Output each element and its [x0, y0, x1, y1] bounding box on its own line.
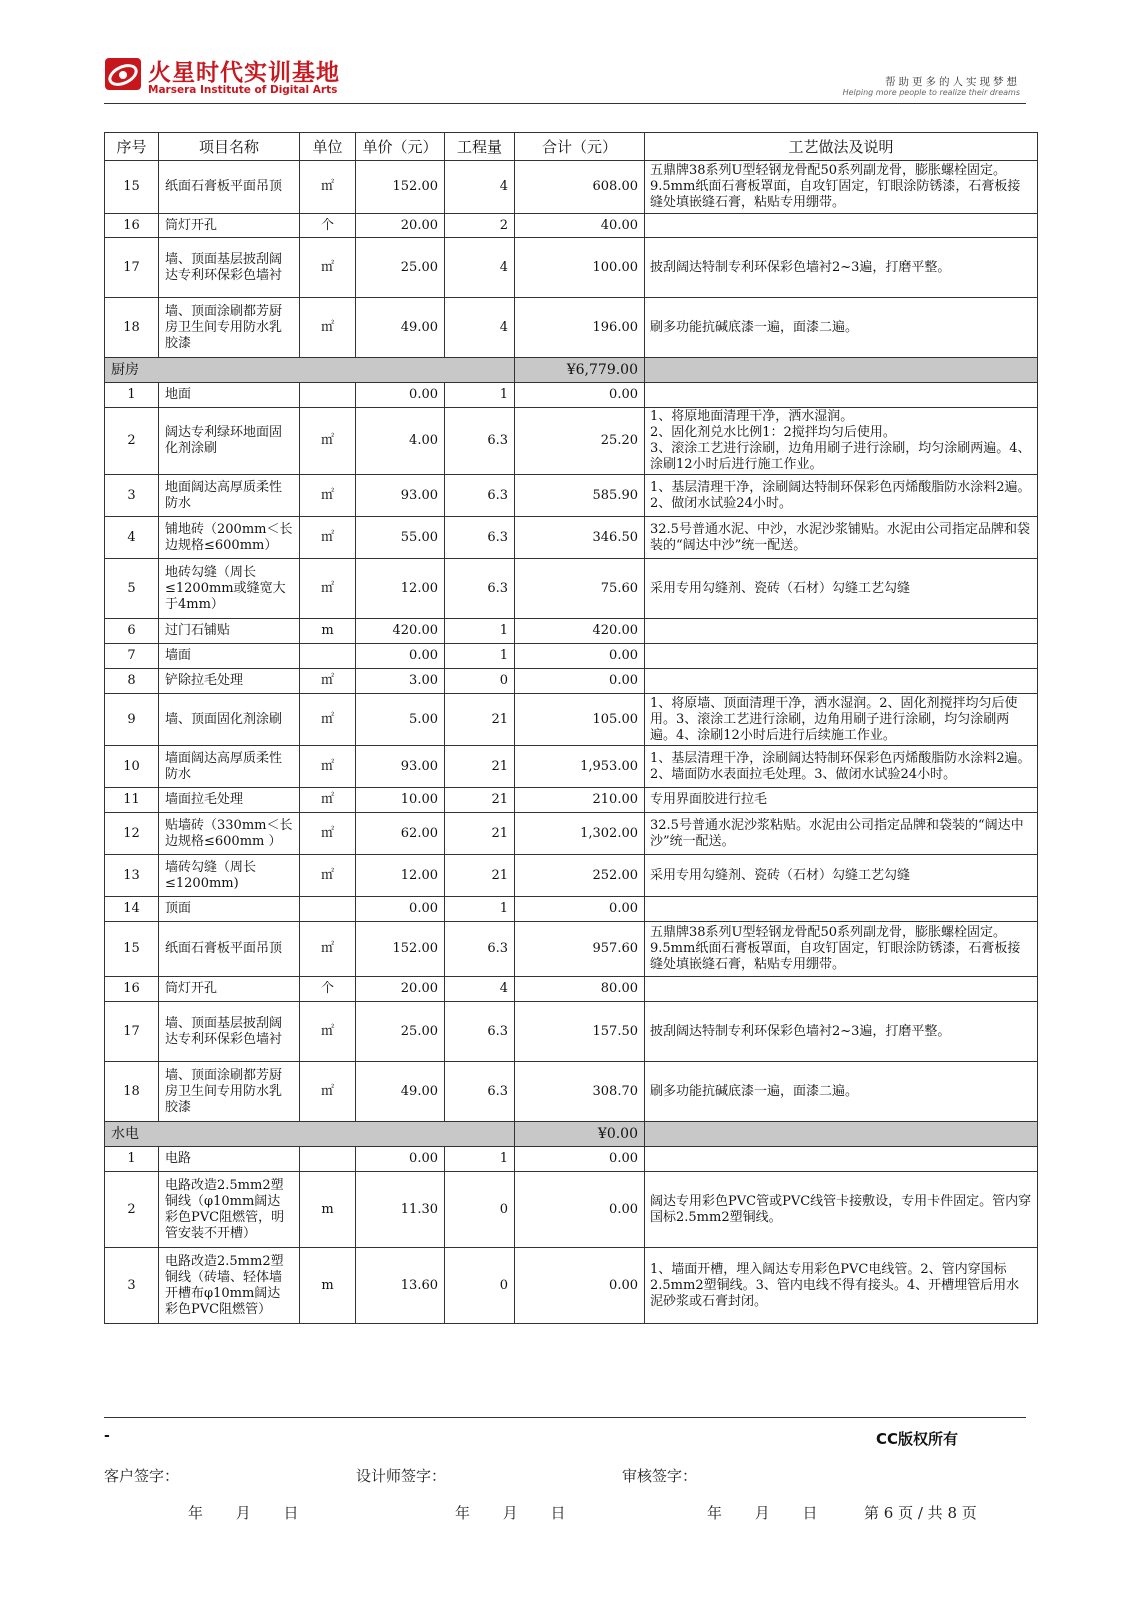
quantity: 4 — [445, 977, 515, 1002]
quantity: 4 — [445, 238, 515, 298]
row-number: 5 — [105, 559, 159, 619]
table-row — [105, 1147, 1038, 1172]
unit-price: 3.00 — [356, 669, 445, 694]
item-unit: ㎡ — [300, 559, 356, 619]
section-total: ¥6,779.00 — [515, 358, 645, 383]
customer-date: 年 月 日 — [188, 1504, 299, 1522]
item-name: 纸面石膏板平面吊顶 — [159, 922, 300, 977]
row-number: 2 — [105, 408, 159, 475]
table-row — [105, 746, 1038, 788]
line-total: 1,302.00 — [515, 813, 645, 855]
table-row — [105, 694, 1038, 746]
unit-price: 20.00 — [356, 977, 445, 1002]
quantity: 21 — [445, 813, 515, 855]
row-number: 17 — [105, 1002, 159, 1062]
line-total: 957.60 — [515, 922, 645, 977]
process-description: 1、墙面开槽，埋入阔达专用彩色PVC电线管。2、管内穿国标2.5mm2塑铜线。3、管内电线不得有接头。4、开槽埋管后用水泥砂浆或石膏封闭。 — [645, 1248, 1038, 1324]
line-total: 0.00 — [515, 897, 645, 922]
table-row — [105, 1248, 1038, 1324]
process-description — [645, 897, 1038, 922]
table-row — [105, 408, 1038, 475]
item-name: 筒灯开孔 — [159, 214, 300, 238]
row-number: 17 — [105, 238, 159, 298]
column-header-unit: 单位 — [300, 133, 356, 161]
item-unit: ㎡ — [300, 694, 356, 746]
item-name: 墙、顶面涂刷都芳厨房卫生间专用防水乳胶漆 — [159, 298, 300, 358]
row-number: 16 — [105, 977, 159, 1002]
item-name: 铲除拉毛处理 — [159, 669, 300, 694]
column-header-description: 工艺做法及说明 — [645, 133, 1038, 161]
item-unit: 个 — [300, 214, 356, 238]
process-description — [645, 1147, 1038, 1172]
column-header-price: 单价（元） — [356, 133, 445, 161]
process-description — [645, 669, 1038, 694]
table-row — [105, 475, 1038, 517]
line-total: 105.00 — [515, 694, 645, 746]
table-row — [105, 669, 1038, 694]
table-row — [105, 813, 1038, 855]
footer-divider — [104, 1417, 1026, 1418]
item-name: 墙面 — [159, 644, 300, 669]
unit-price: 12.00 — [356, 559, 445, 619]
designer-signature-label: 设计师签字： — [356, 1467, 447, 1485]
item-name: 阔达专利绿环地面固化剂涂刷 — [159, 408, 300, 475]
item-name: 电路改造2.5mm2塑铜线（砖墙、轻体墙开槽布φ10mm阔达彩色PVC阻燃管） — [159, 1248, 300, 1324]
item-unit: ㎡ — [300, 746, 356, 788]
row-number: 2 — [105, 1172, 159, 1248]
quantity: 6.3 — [445, 559, 515, 619]
item-name: 地面阔达高厚质柔性防水 — [159, 475, 300, 517]
item-unit: 个 — [300, 977, 356, 1002]
item-unit: ㎡ — [300, 408, 356, 475]
line-total: 0.00 — [515, 1248, 645, 1324]
line-total: 0.00 — [515, 383, 645, 408]
marsera-logo-icon — [104, 56, 144, 92]
quote-table-body — [105, 161, 1038, 1324]
unit-price: 0.00 — [356, 897, 445, 922]
process-description: 披刮阔达特制专利环保彩色墙衬2~3遍，打磨平整。 — [645, 238, 1038, 298]
table-header-row — [105, 133, 1038, 161]
unit-price: 55.00 — [356, 517, 445, 559]
unit-price: 0.00 — [356, 644, 445, 669]
line-total: 585.90 — [515, 475, 645, 517]
line-total: 196.00 — [515, 298, 645, 358]
line-total: 0.00 — [515, 1147, 645, 1172]
process-description: 32.5号普通水泥、中沙，水泥沙浆铺贴。水泥由公司指定品牌和袋装的“阔达中沙”统一配送。 — [645, 517, 1038, 559]
section-row — [105, 358, 1038, 383]
item-name: 墙、顶面涂刷都芳厨房卫生间专用防水乳胶漆 — [159, 1062, 300, 1122]
row-number: 1 — [105, 383, 159, 408]
unit-price: 4.00 — [356, 408, 445, 475]
item-unit — [300, 644, 356, 669]
unit-price: 152.00 — [356, 161, 445, 214]
row-number: 16 — [105, 214, 159, 238]
line-total: 346.50 — [515, 517, 645, 559]
item-name: 过门石铺贴 — [159, 619, 300, 644]
table-row — [105, 1172, 1038, 1248]
reviewer-date: 年 月 日 — [707, 1504, 818, 1522]
table-row — [105, 644, 1038, 669]
quantity: 1 — [445, 1147, 515, 1172]
line-total: 0.00 — [515, 669, 645, 694]
process-description: 五鼎牌38系列U型轻钢龙骨配50系列副龙骨，膨胀螺栓固定。9.5mm纸面石膏板罩面，自攻钉固定，钉眼涂防锈漆，石膏板接缝处填嵌缝石膏，粘贴专用绷带。 — [645, 922, 1038, 977]
row-number: 8 — [105, 669, 159, 694]
row-number: 4 — [105, 517, 159, 559]
process-description: 1、将原地面清理干净，洒水湿润。 2、固化剂兑水比例1：2搅拌均匀后使用。 3、滚涂工艺进行涂刷，边角用刷子进行涂刷，均匀涂刷两遍。4、涂刷12小时后进行施工作业。 — [645, 408, 1038, 475]
line-total: 1,953.00 — [515, 746, 645, 788]
item-name: 顶面 — [159, 897, 300, 922]
line-total: 40.00 — [515, 214, 645, 238]
item-name: 墙、顶面基层披刮阔达专利环保彩色墙衬 — [159, 1002, 300, 1062]
unit-price: 10.00 — [356, 788, 445, 813]
row-number: 18 — [105, 298, 159, 358]
table-row — [105, 619, 1038, 644]
process-description: 刷多功能抗碱底漆一遍，面漆二遍。 — [645, 298, 1038, 358]
item-unit: ㎡ — [300, 855, 356, 897]
unit-price: 49.00 — [356, 298, 445, 358]
quantity: 0 — [445, 1248, 515, 1324]
slogan-english: Helping more people to realize their dreams — [842, 88, 1020, 97]
table-row — [105, 383, 1038, 408]
row-number: 15 — [105, 922, 159, 977]
unit-price: 93.00 — [356, 475, 445, 517]
table-row — [105, 788, 1038, 813]
copyright-text: CC版权所有 — [876, 1430, 959, 1448]
unit-price: 20.00 — [356, 214, 445, 238]
item-unit: ㎡ — [300, 1002, 356, 1062]
item-name: 贴墙砖（330mm＜长边规格≤600mm ） — [159, 813, 300, 855]
item-unit: ㎡ — [300, 788, 356, 813]
item-unit: ㎡ — [300, 922, 356, 977]
line-total: 80.00 — [515, 977, 645, 1002]
quantity: 0 — [445, 1172, 515, 1248]
section-desc-cell — [645, 1122, 1038, 1147]
table-row — [105, 977, 1038, 1002]
line-total: 608.00 — [515, 161, 645, 214]
item-name: 墙砖勾缝（周长≤1200mm) — [159, 855, 300, 897]
item-name: 铺地砖（200mm＜长边规格≤600mm） — [159, 517, 300, 559]
row-number: 6 — [105, 619, 159, 644]
row-number: 18 — [105, 1062, 159, 1122]
column-header-qty: 工程量 — [445, 133, 515, 161]
line-total: 420.00 — [515, 619, 645, 644]
row-number: 12 — [105, 813, 159, 855]
item-unit: ㎡ — [300, 517, 356, 559]
row-number: 1 — [105, 1147, 159, 1172]
item-unit: ㎡ — [300, 475, 356, 517]
row-number: 13 — [105, 855, 159, 897]
process-description: 五鼎牌38系列U型轻钢龙骨配50系列副龙骨，膨胀螺栓固定。9.5mm纸面石膏板罩面，自攻钉固定，钉眼涂防锈漆，石膏板接缝处填嵌缝石膏，粘贴专用绷带。 — [645, 161, 1038, 214]
table-row — [105, 517, 1038, 559]
quantity: 1 — [445, 619, 515, 644]
quantity: 6.3 — [445, 475, 515, 517]
unit-price: 25.00 — [356, 1002, 445, 1062]
quantity: 21 — [445, 855, 515, 897]
column-header-total: 合计（元） — [515, 133, 645, 161]
unit-price: 0.00 — [356, 383, 445, 408]
row-number: 15 — [105, 161, 159, 214]
process-description: 采用专用勾缝剂、瓷砖（石材）勾缝工艺勾缝 — [645, 559, 1038, 619]
item-name: 筒灯开孔 — [159, 977, 300, 1002]
unit-price: 420.00 — [356, 619, 445, 644]
table-row — [105, 922, 1038, 977]
quantity: 0 — [445, 669, 515, 694]
section-name: 厨房 — [105, 358, 515, 383]
process-description — [645, 214, 1038, 238]
table-row — [105, 559, 1038, 619]
item-unit: ㎡ — [300, 161, 356, 214]
item-name: 墙、顶面基层披刮阔达专利环保彩色墙衬 — [159, 238, 300, 298]
line-total: 0.00 — [515, 644, 645, 669]
column-header-name: 项目名称 — [159, 133, 300, 161]
row-number: 3 — [105, 475, 159, 517]
item-unit: ㎡ — [300, 813, 356, 855]
item-unit: ㎡ — [300, 1062, 356, 1122]
line-total: 210.00 — [515, 788, 645, 813]
unit-price: 49.00 — [356, 1062, 445, 1122]
quantity: 21 — [445, 746, 515, 788]
table-row — [105, 238, 1038, 298]
process-description: 阔达专用彩色PVC管或PVC线管卡接敷设，专用卡件固定。管内穿国标2.5mm2塑铜线。 — [645, 1172, 1038, 1248]
line-total: 100.00 — [515, 238, 645, 298]
unit-price: 0.00 — [356, 1147, 445, 1172]
table-row — [105, 1002, 1038, 1062]
line-total: 157.50 — [515, 1002, 645, 1062]
unit-price: 11.30 — [356, 1172, 445, 1248]
item-unit: ㎡ — [300, 238, 356, 298]
table-row — [105, 855, 1038, 897]
quantity: 6.3 — [445, 408, 515, 475]
quantity: 2 — [445, 214, 515, 238]
reviewer-signature-label: 审核签字： — [622, 1467, 698, 1485]
process-description: 1、将原墙、顶面清理干净，洒水湿润。2、固化剂搅拌均匀后使用。3、滚涂工艺进行涂刷，边角用刷子进行涂刷，均匀涂刷两遍。4、涂刷12小时后进行后续施工作业。 — [645, 694, 1038, 746]
row-number: 3 — [105, 1248, 159, 1324]
logo-chinese-name: 火星时代实训基地 — [148, 60, 340, 86]
process-description: 1、基层清理干净，涂刷阔达特制环保彩色丙烯酸脂防水涂料2遍。2、墙面防水表面拉毛处理。3、做闭水试验24小时。 — [645, 746, 1038, 788]
process-description — [645, 619, 1038, 644]
quantity: 1 — [445, 644, 515, 669]
item-name: 地面 — [159, 383, 300, 408]
process-description — [645, 644, 1038, 669]
quantity: 6.3 — [445, 1002, 515, 1062]
process-description: 32.5号普通水泥沙浆粘贴。水泥由公司指定品牌和袋装的“阔达中沙”统一配送。 — [645, 813, 1038, 855]
item-unit: m — [300, 1248, 356, 1324]
process-description: 专用界面胶进行拉毛 — [645, 788, 1038, 813]
process-description — [645, 977, 1038, 1002]
item-unit: m — [300, 619, 356, 644]
item-name: 墙、顶面固化剂涂刷 — [159, 694, 300, 746]
line-total: 308.70 — [515, 1062, 645, 1122]
quantity: 21 — [445, 788, 515, 813]
section-total: ¥0.00 — [515, 1122, 645, 1147]
line-total: 25.20 — [515, 408, 645, 475]
quantity: 21 — [445, 694, 515, 746]
process-description: 采用专用勾缝剂、瓷砖（石材）勾缝工艺勾缝 — [645, 855, 1038, 897]
footer-dash: - — [104, 1428, 110, 1444]
quote-table — [104, 132, 1038, 1324]
table-row — [105, 298, 1038, 358]
line-total: 252.00 — [515, 855, 645, 897]
row-number: 14 — [105, 897, 159, 922]
process-description — [645, 383, 1038, 408]
table-row — [105, 161, 1038, 214]
page-header — [104, 52, 1026, 104]
quantity: 6.3 — [445, 922, 515, 977]
item-name: 墙面阔达高厚质柔性防水 — [159, 746, 300, 788]
item-unit — [300, 1147, 356, 1172]
quantity: 4 — [445, 161, 515, 214]
unit-price: 25.00 — [356, 238, 445, 298]
unit-price: 5.00 — [356, 694, 445, 746]
table-row — [105, 1062, 1038, 1122]
quantity: 6.3 — [445, 517, 515, 559]
section-row — [105, 1122, 1038, 1147]
table-row — [105, 897, 1038, 922]
unit-price: 13.60 — [356, 1248, 445, 1324]
item-name: 纸面石膏板平面吊顶 — [159, 161, 300, 214]
item-unit: ㎡ — [300, 298, 356, 358]
item-name: 电路改造2.5mm2塑铜线（φ10mm阔达彩色PVC阻燃管，明管安装不开槽） — [159, 1172, 300, 1248]
slogan-chinese: 帮助更多的人实现梦想 — [885, 76, 1020, 88]
item-unit: ㎡ — [300, 669, 356, 694]
item-name: 地砖勾缝（周长≤1200mm或缝宽大于4mm） — [159, 559, 300, 619]
item-name: 电路 — [159, 1147, 300, 1172]
row-number: 11 — [105, 788, 159, 813]
quantity: 1 — [445, 383, 515, 408]
process-description: 刷多功能抗碱底漆一遍，面漆二遍。 — [645, 1062, 1038, 1122]
section-desc-cell — [645, 358, 1038, 383]
row-number: 10 — [105, 746, 159, 788]
unit-price: 152.00 — [356, 922, 445, 977]
column-header-no: 序号 — [105, 133, 159, 161]
unit-price: 62.00 — [356, 813, 445, 855]
item-name: 墙面拉毛处理 — [159, 788, 300, 813]
customer-signature-label: 客户签字： — [104, 1467, 180, 1485]
process-description: 披刮阔达特制专利环保彩色墙衬2~3遍，打磨平整。 — [645, 1002, 1038, 1062]
line-total: 0.00 — [515, 1172, 645, 1248]
quantity: 4 — [445, 298, 515, 358]
logo-english-name: Marsera Institute of Digital Arts — [148, 84, 338, 96]
page-number: 第 6 页 / 共 8 页 — [864, 1504, 977, 1522]
unit-price: 93.00 — [356, 746, 445, 788]
unit-price: 12.00 — [356, 855, 445, 897]
item-unit: m — [300, 1172, 356, 1248]
process-description: 1、基层清理干净，涂刷阔达特制环保彩色丙烯酸脂防水涂料2遍。2、做闭水试验24小时。 — [645, 475, 1038, 517]
table-row — [105, 214, 1038, 238]
quantity: 1 — [445, 897, 515, 922]
row-number: 7 — [105, 644, 159, 669]
designer-date: 年 月 日 — [455, 1504, 566, 1522]
quantity: 6.3 — [445, 1062, 515, 1122]
line-total: 75.60 — [515, 559, 645, 619]
item-unit — [300, 383, 356, 408]
section-name: 水电 — [105, 1122, 515, 1147]
row-number: 9 — [105, 694, 159, 746]
item-unit — [300, 897, 356, 922]
